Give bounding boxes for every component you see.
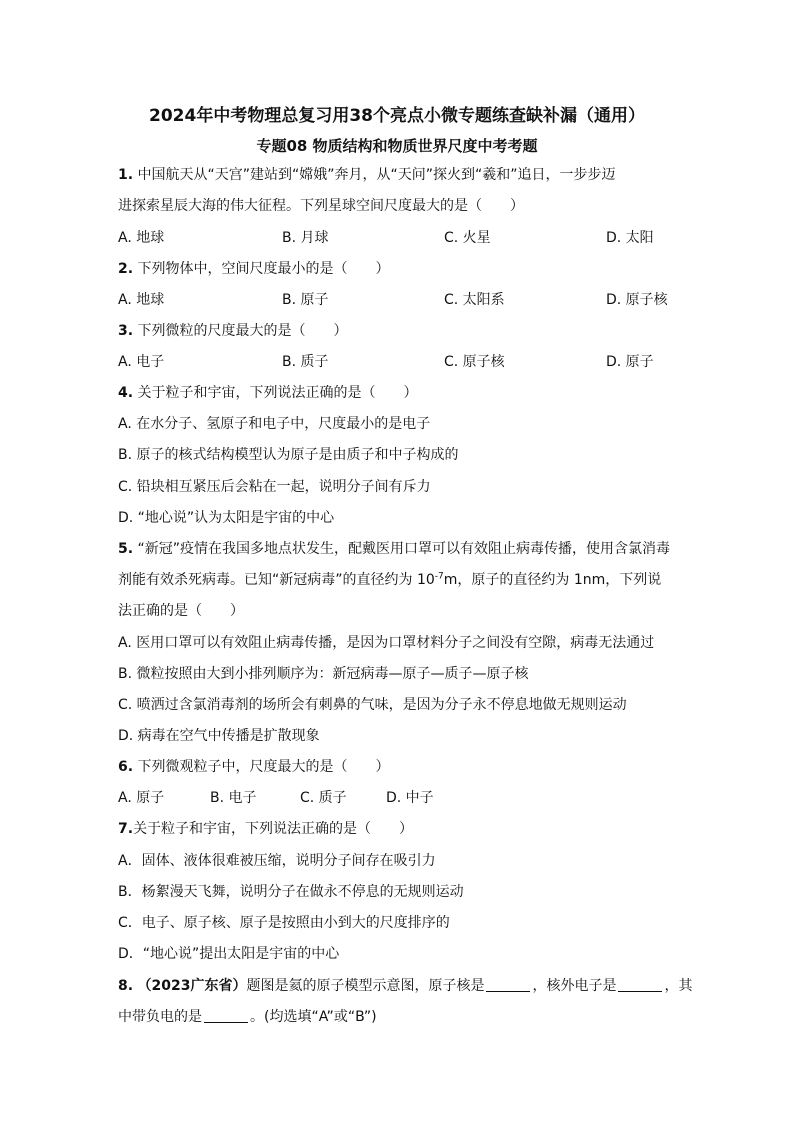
question-6-line-1 [118,757,390,777]
question-8-line-1 [118,976,692,996]
question-number: 6. [118,759,134,775]
document-subtitle: 专题08 物质结构和物质世界尺度中考考题 [256,137,538,155]
question-number: 3. [118,323,134,339]
answer-blank[interactable] [486,977,530,992]
question-3-option-b: B. 质子 [282,354,329,370]
question-text: 题图是氦的原子模型示意图，原子核是 [246,978,485,994]
question-2-line-1 [118,259,390,279]
answer-blank[interactable] [618,977,662,992]
question-2-option-b: B. 原子 [282,292,329,308]
question-7-option-b: B．杨絮漫天飞舞，说明分子在做永不停息的无规则运动 [118,884,464,900]
question-1-line-2: 进探索星辰大海的伟大征程。下列星球空间尺度最大的是（ ） [118,198,524,214]
question-5-line-1 [118,539,670,559]
question-2-option-a: A. 地球 [118,292,165,308]
question-number: 1. [118,167,134,183]
question-6-option-b: B. 电子 [210,790,257,806]
answer-blank[interactable] [204,1008,248,1023]
question-2-option-d: D. 原子核 [606,292,668,308]
question-number: 4. [118,385,134,401]
question-number: 8. [118,978,134,994]
question-4-option-b: B. 原子的核式结构模型认为原子是由质子和中子构成的 [118,447,459,463]
question-text: 剂能有效杀死病毒。已知“新冠病毒”的直径约为 10 [118,572,435,588]
question-6-option-c: C. 质子 [300,790,347,806]
question-1-option-c: C. 火星 [444,230,491,246]
question-4-option-c: C. 铅块相互紧压后会粘在一起，说明分子间有斥力 [118,479,431,495]
question-3-line-1 [118,321,348,341]
question-5-option-a: A. 医用口罩可以有效阻止病毒传播，是因为口罩材料分子之间没有空隙，病毒无法通过 [118,635,655,651]
question-text: ，其 [664,978,693,994]
question-5-line-2 [118,570,661,590]
question-text: 中国航天从“天宫”建站到“嫦娥”奔月，从“天问”探火到“羲和”追日，一步步迈 [137,167,616,183]
question-text: 关于粒子和宇宙，下列说法正确的是（ ） [133,821,414,837]
question-3-option-d: D. 原子 [606,354,654,370]
document-title: 2024年中考物理总复习用38个亮点小微专题练查缺补漏（通用） [149,106,645,126]
question-7-option-c: C．电子、原子核、原子是按照由小到大的尺度排序的 [118,915,450,931]
question-number: 5. [118,541,134,557]
question-text: 下列微粒的尺度最大的是（ ） [137,323,348,339]
question-4-option-a: A. 在水分子、氢原子和电子中，尺度最小的是电子 [118,416,431,432]
question-text: “新冠”疫情在我国多地点状发生，配戴医用口罩可以有效阻止病毒传播，使用含氯消毒 [137,541,671,557]
question-1-line-1 [118,165,616,185]
question-1-option-d: D. 太阳 [606,230,654,246]
question-source: （2023广东省） [137,978,247,994]
question-number: 7. [118,821,134,837]
question-text: 中带负电的是 [118,1009,202,1025]
question-6-option-a: A. 原子 [118,790,165,806]
question-5-option-c: C. 喷洒过含氯消毒剂的场所会有刺鼻的气味，是因为分子永不停息地做无规则运动 [118,697,627,713]
question-7-option-d: D．“地心说”提出太阳是宇宙的中心 [118,946,340,962]
question-text: 下列物体中，空间尺度最小的是（ ） [137,261,390,277]
question-7-option-a: A．固体、液体很难被压缩，说明分子间存在吸引力 [118,853,436,869]
question-5-line-3: 法正确的是（ ） [118,603,244,619]
question-text: 。(均选填“A”或“B”) [250,1009,377,1025]
question-number: 2. [118,261,134,277]
exponent: -7 [434,571,444,582]
question-3-option-a: A. 电子 [118,354,165,370]
question-4-option-d: D. “地心说”认为太阳是宇宙的中心 [118,510,335,526]
question-5-option-d: D. 病毒在空气中传播是扩散现象 [118,728,320,744]
question-6-option-d: D. 中子 [386,790,434,806]
question-7-line-1 [118,819,413,839]
question-1-option-a: A. 地球 [118,230,165,246]
question-text: m，原子的直径约为 1nm，下列说 [443,572,662,588]
question-3-option-c: C. 原子核 [444,354,505,370]
question-text: 下列微观粒子中，尺度最大的是（ ） [137,759,390,775]
question-5-option-b: B. 微粒按照由大到小排列顺序为：新冠病毒—原子—质子—原子核 [118,666,529,682]
question-text: 关于粒子和宇宙，下列说法正确的是（ ） [137,385,418,401]
question-2-option-c: C. 太阳系 [444,292,505,308]
question-text: ，核外电子是 [532,978,617,994]
question-4-line-1 [118,383,418,403]
question-8-line-2 [118,1007,377,1027]
question-1-option-b: B. 月球 [282,230,329,246]
